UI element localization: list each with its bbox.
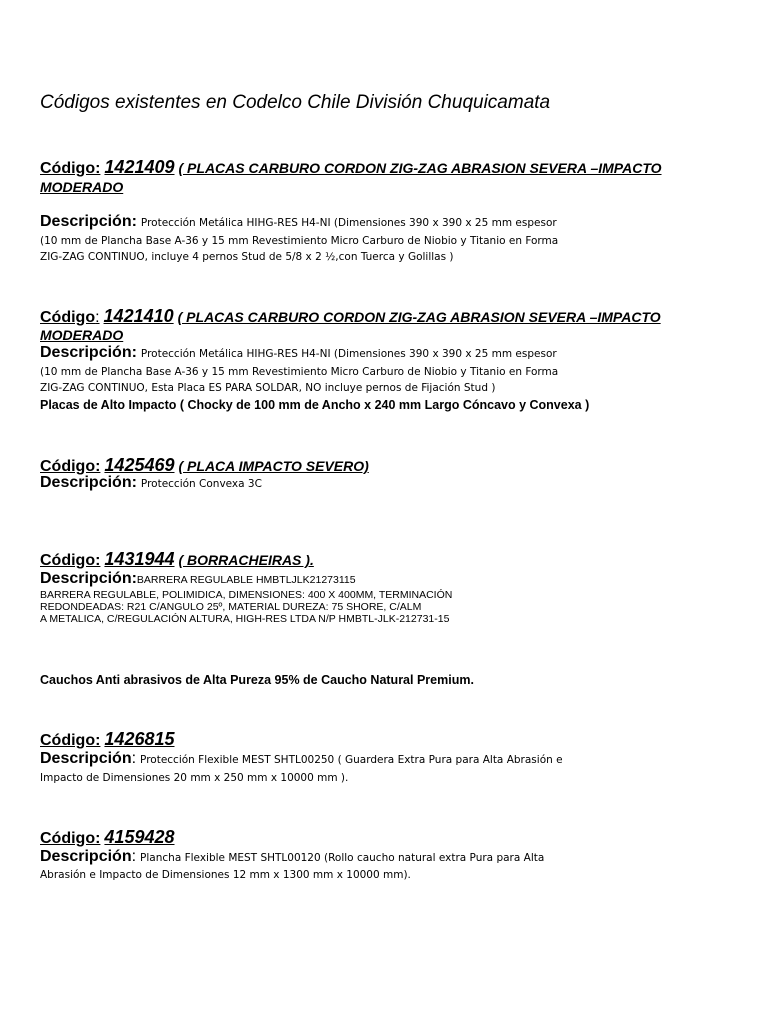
codigo-category: ( PLACAS CARBURO CORDON ZIG-ZAG ABRASION SEVERA –IMPACTO (177, 309, 661, 325)
codigo-number: 1425469 (104, 455, 175, 475)
descripcion-line (40, 474, 262, 492)
descripcion-label: Descripción: (40, 570, 137, 587)
descripcion-text: ZIG-ZAG CONTINUO, incluye 4 pernos Stud de 5/8 x 2 ½,con Tuerca y Golillas ) (40, 251, 454, 263)
descripcion-text: Abrasión e Impacto de Dimensiones 12 mm x 1300 mm x 10000 mm). (40, 869, 411, 881)
descripcion-label: Descripción: (40, 474, 137, 491)
descripcion-text: Protección Convexa 3C (140, 478, 262, 490)
descripcion-text: ZIG-ZAG CONTINUO, Esta Placa ES PARA SOLDAR, NO incluye pernos de Fijación Stud ) (40, 382, 496, 394)
descripcion-line (40, 750, 563, 768)
page-title: Códigos existentes en Codelco Chile División Chuquicamata (40, 92, 551, 113)
product-note: Placas de Alto Impacto ( Chocky de 100 mm de Ancho x 240 mm Largo Cóncavo y Convexa ) (40, 398, 590, 412)
descripcion-label: Descripción: (40, 344, 137, 361)
descripcion-text: Protección Metálica HIHG-RES H4-NI (Dimensiones 390 x 390 x 25 mm espesor (140, 217, 557, 229)
codigo-category-cont: MODERADO (40, 179, 124, 195)
codigo-heading (40, 455, 369, 476)
descripcion-colon: : (131, 750, 137, 767)
codigo-label: Código (40, 309, 96, 326)
codigo-number: 1426815 (104, 729, 175, 749)
descripcion-text: BARRERA REGULABLE HMBTLJLK21273115 (136, 574, 356, 586)
descripcion-text: (10 mm de Plancha Base A-36 y 15 mm Revestimiento Micro Carburo de Niobio y Titanio en Forma (40, 366, 559, 378)
codigo-category: ( BORRACHEIRAS ). (178, 552, 314, 568)
descripcion-text: Plancha Flexible MEST SHTL00120 (Rollo caucho natural extra Pura para Alta (140, 852, 545, 864)
descripcion-label: Descripción (40, 750, 132, 767)
descripcion-line (40, 213, 557, 231)
descripcion-text: A METALICA, C/REGULACIÓN ALTURA, HIGH-RES LTDA N/P HMBTL-JLK-212731-15 (40, 613, 450, 625)
section-heading: Cauchos Anti abrasivos de Alta Pureza 95% de Caucho Natural Premium. (40, 673, 474, 687)
codigo-category-cont: MODERADO (40, 327, 124, 343)
codigo-label: Código: (40, 732, 101, 749)
codigo-number: 1421410 (103, 306, 174, 326)
codigo-label: Código: (40, 830, 101, 847)
descripcion-text: (10 mm de Plancha Base A-36 y 15 mm Revestimiento Micro Carburo de Niobio y Titanio en Forma (40, 235, 559, 247)
descripcion-text: Protección Metálica HIHG-RES H4-NI (Dimensiones 390 x 390 x 25 mm espesor (140, 348, 557, 360)
codigo-number: 4159428 (104, 827, 175, 847)
descripcion-line (40, 344, 557, 362)
codigo-number: 1431944 (104, 549, 175, 569)
codigo-heading (40, 549, 314, 570)
descripcion-text: Protección Flexible MEST SHTL00250 ( Guardera Extra Pura para Alta Abrasión e (140, 754, 563, 766)
codigo-heading (40, 306, 661, 327)
codigo-colon: : (95, 309, 100, 326)
codigo-number: 1421409 (104, 157, 175, 177)
codigo-heading (40, 827, 175, 848)
codigo-label: Código: (40, 552, 101, 569)
descripcion-line (40, 848, 544, 866)
descripcion-label: Descripción (40, 848, 132, 865)
descripcion-text: BARRERA REGULABLE, POLIMIDICA, DIMENSIONES: 400 X 400MM, TERMINACIÓN (40, 589, 453, 601)
codigo-heading (40, 729, 175, 750)
descripcion-line (40, 570, 356, 588)
codigo-category: ( PLACA IMPACTO SEVERO) (178, 458, 369, 474)
codigo-label: Código: (40, 160, 101, 177)
codigo-label: Código: (40, 458, 101, 475)
descripcion-label: Descripción: (40, 213, 137, 230)
codigo-heading (40, 157, 662, 178)
descripcion-colon: : (131, 848, 137, 865)
descripcion-text: Impacto de Dimensiones 20 mm x 250 mm x 10000 mm ). (40, 772, 349, 784)
codigo-category: ( PLACAS CARBURO CORDON ZIG-ZAG ABRASION SEVERA –IMPACTO (178, 160, 662, 176)
descripcion-text: REDONDEADAS: R21 C/ANGULO 25º, MATERIAL DUREZA: 75 SHORE, C/ALM (40, 601, 422, 613)
